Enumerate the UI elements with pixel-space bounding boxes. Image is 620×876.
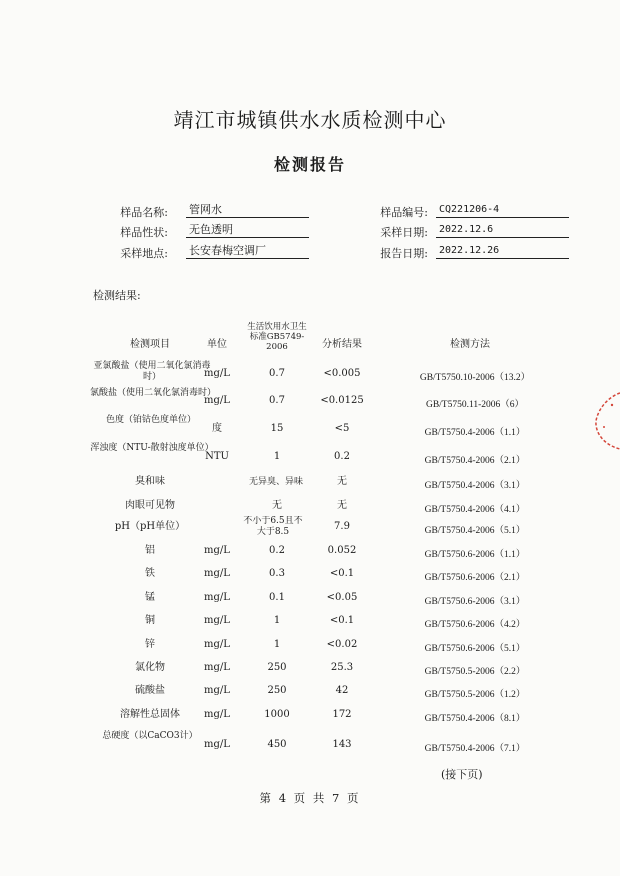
table-row-item: 铜 [145, 615, 155, 626]
sample-nature-value: 无色透明 [186, 222, 309, 238]
sample-name-value: 管网水 [186, 202, 309, 218]
table-row-limit: 1 [273, 451, 281, 462]
table-row-limit: 不小于6.5且不大于8.5 [243, 516, 303, 537]
table-row-method: GB/T5750.11-2006（6） [425, 400, 525, 410]
table-row-method: GB/T5750.4-2006（1.1） [424, 428, 526, 438]
table-row-result: 无 [337, 500, 347, 511]
header-item: 检测项目 [130, 339, 170, 350]
page-prefix: 第 [259, 791, 274, 805]
table-row-limit: 0.3 [269, 568, 285, 579]
table-row-method: GB/T5750.6-2006（5.1） [424, 644, 526, 654]
table-row-item: 铁 [145, 568, 155, 579]
table-row-limit: 1 [273, 615, 281, 626]
table-row-unit: mg/L [204, 685, 230, 696]
table-row-result: 0.052 [327, 545, 357, 556]
table-row-limit: 无 [272, 500, 282, 511]
table-row-item: 锌 [145, 639, 155, 650]
table-row-result: <5 [334, 423, 350, 434]
table-row-result: <0.1 [329, 615, 355, 626]
table-row-item: 氯酸盐（使用二氧化氯消毒时） [90, 388, 217, 398]
header-result: 分析结果 [322, 339, 362, 350]
table-row-limit: 450 [267, 739, 287, 750]
table-row-unit: mg/L [204, 592, 230, 603]
seal-edge-mark [590, 385, 620, 455]
sampling-date-label: 采样日期: [380, 226, 428, 239]
table-row-item: 铝 [145, 545, 155, 556]
report-date-label: 报告日期: [380, 247, 428, 260]
page-suffix: 页 [346, 791, 361, 805]
table-row-limit: 250 [267, 662, 287, 673]
table-row-item: 总硬度（以CaCO3计） [102, 731, 198, 741]
table-row-method: GB/T5750.4-2006（3.1） [424, 481, 526, 491]
table-row-unit: mg/L [204, 545, 230, 556]
table-row-unit: mg/L [204, 709, 230, 720]
table-row-result: <0.02 [326, 639, 358, 650]
report-date-value: 2022.12.26 [436, 243, 569, 259]
table-row-unit: mg/L [204, 368, 230, 379]
table-row-result: 172 [332, 709, 352, 720]
table-row-limit: 1000 [264, 709, 290, 720]
table-row-method: GB/T5750.4-2006（5.1） [424, 526, 526, 536]
table-row-item: 氯化物 [135, 662, 165, 673]
table-row-limit: 无异臭、异味 [248, 477, 303, 487]
page-footer [0, 790, 620, 806]
table-row-method: GB/T5750.4-2006（4.1） [424, 505, 526, 515]
table-row-unit: 度 [212, 423, 222, 434]
table-row-method: GB/T5750.5-2006（2.2） [424, 667, 526, 677]
table-row-unit: mg/L [204, 739, 230, 750]
header-standard: 生活饮用水卫生标准GB5749-2006 [247, 322, 307, 352]
table-row-result: <0.1 [329, 568, 355, 579]
table-row-item: pH（pH单位） [114, 521, 186, 532]
table-row-method: GB/T5750.4-2006（8.1） [424, 714, 526, 724]
sample-site-value: 长安春梅空调厂 [186, 243, 309, 259]
table-row-unit: mg/L [204, 639, 230, 650]
table-row-limit: 0.7 [269, 368, 285, 379]
table-row-item: 色度（铂钴色度单位） [105, 415, 196, 425]
table-row-limit: 250 [267, 685, 287, 696]
table-row-unit: mg/L [204, 615, 230, 626]
page-mid: 页 共 [293, 791, 327, 805]
table-row-method: GB/T5750.5-2006（1.2） [424, 690, 526, 700]
page-current: 4 [278, 791, 289, 805]
table-row-method: GB/T5750.6-2006（3.1） [424, 597, 526, 607]
table-row-item: 臭和味 [135, 476, 165, 487]
table-row-limit: 1 [273, 639, 281, 650]
table-row-method: GB/T5750.4-2006（2.1） [424, 456, 526, 466]
table-row-item: 锰 [145, 592, 155, 603]
table-row-result: 无 [337, 476, 347, 487]
table-row-limit: 0.7 [269, 395, 285, 406]
header-unit: 单位 [207, 339, 227, 350]
table-row-limit: 0.1 [269, 592, 285, 603]
organization-title: 靖江市城镇供水水质检测中心 [173, 108, 447, 132]
table-row-item: 溶解性总固体 [120, 709, 180, 720]
table-row-result: 143 [332, 739, 352, 750]
table-row-method: GB/T5750.6-2006（1.1） [424, 550, 526, 560]
table-row-unit: mg/L [204, 662, 230, 673]
table-row-method: GB/T5750.6-2006（4.2） [424, 620, 526, 630]
table-row-item: 浑浊度（NTU-散射浊度单位） [90, 443, 214, 453]
results-label: 检测结果: [93, 289, 141, 302]
table-row-item: 肉眼可见物 [125, 500, 175, 511]
sample-nature-label: 样品性状: [120, 226, 168, 239]
table-row-item: 硫酸盐 [135, 685, 165, 696]
table-row-method: GB/T5750.10-2006（13.2） [419, 373, 531, 383]
table-row-limit: 15 [270, 423, 284, 434]
table-row-result: 0.2 [334, 451, 350, 462]
table-row-unit: mg/L [204, 568, 230, 579]
table-row-method: GB/T5750.4-2006（7.1） [424, 744, 526, 754]
sample-site-label: 采样地点: [120, 247, 168, 260]
sample-name-label: 样品名称: [120, 206, 168, 219]
table-row-unit: mg/L [204, 395, 230, 406]
table-row-result: 42 [335, 685, 349, 696]
continued-note: (接下页) [441, 768, 483, 781]
sample-id-label: 样品编号: [380, 206, 428, 219]
report-title: 检测报告 [273, 155, 346, 174]
sampling-date-value: 2022.12.6 [436, 222, 569, 238]
table-row-result: 7.9 [334, 521, 350, 532]
table-row-unit: NTU [205, 451, 229, 462]
sample-id-value: CQ221206-4 [436, 202, 569, 218]
header-method: 检测方法 [450, 339, 490, 350]
table-row-result: <0.005 [323, 368, 361, 379]
table-row-method: GB/T5750.6-2006（2.1） [424, 573, 526, 583]
table-row-result: <0.0125 [320, 395, 364, 406]
table-row-limit: 0.2 [269, 545, 285, 556]
table-row-result: <0.05 [326, 592, 358, 603]
table-row-result: 25.3 [330, 662, 354, 673]
page-total: 7 [331, 791, 342, 805]
table-row-item: 亚氯酸盐（使用二氧化氯消毒时） [93, 361, 211, 382]
